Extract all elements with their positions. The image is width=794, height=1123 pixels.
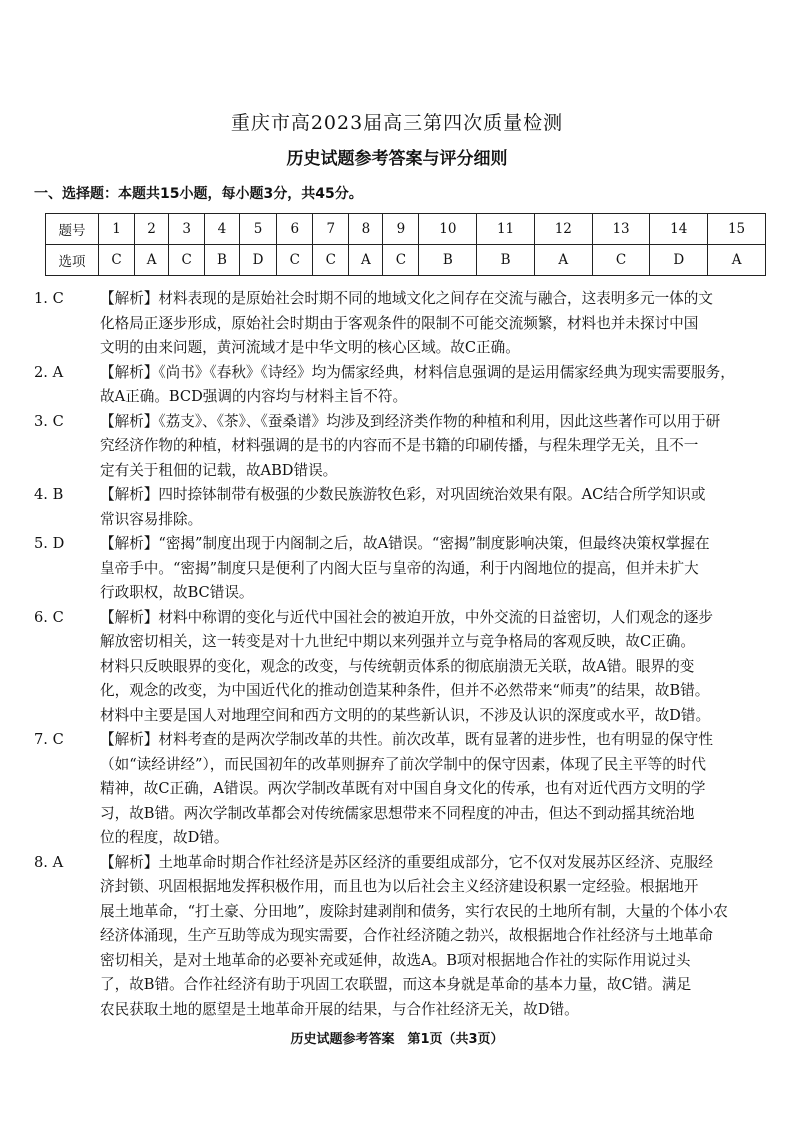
question-number: 6 xyxy=(277,214,313,245)
question-answer: 2. A xyxy=(34,363,64,381)
explanation-line: 农民获取土地的愿望是土地革命开展的结果，与合作社经济无关，故D错。 xyxy=(100,1000,579,1018)
answer-cell: C xyxy=(169,245,205,276)
explanation-line: 定有关于租佃的记载，故ABD错误。 xyxy=(100,461,338,479)
answer-table xyxy=(45,213,766,276)
explanation-line: 【解析】四时捺钵制带有极强的少数民族游牧色彩，对巩固统治效果有限。AC结合所学知识或 xyxy=(100,486,706,503)
question-answer: 1. C xyxy=(34,290,64,307)
question-number: 15 xyxy=(708,214,766,245)
question-number: 9 xyxy=(383,214,419,245)
explanation-line: 文明的由来问题，黄河流域才是中华文明的核心区域。故C正确。 xyxy=(100,339,520,356)
answer-row xyxy=(46,245,766,276)
explanation-item xyxy=(34,361,774,410)
answer-cell: A xyxy=(135,245,169,276)
explanation-line: 济封锁、巩固根据地发挥积极作用，而且也为以后社会主义经济建设积累一定经验。根据地开 xyxy=(100,878,699,895)
question-answer: 6. C xyxy=(34,608,64,626)
question-number: 4 xyxy=(205,214,240,245)
answer-cell: D xyxy=(239,245,277,276)
explanation-line: 【解析】《尚书》《春秋》《诗经》均为儒家经典，材料信息强调的是运用儒家经典为现实需要服务， xyxy=(100,363,735,381)
answer-cell: B xyxy=(205,245,240,276)
question-number: 8 xyxy=(349,214,383,245)
explanation-line: 故A正确。BCD强调的内容均与材料主旨不符。 xyxy=(100,388,408,405)
answer-cell: C xyxy=(277,245,313,276)
explanation-line: 材料中主要是国人对地理空间和西方文明的的某些新认识，不涉及认识的深度或水平，故D错。 xyxy=(100,706,711,724)
explanation-line: 【解析】材料考查的是两次学制改革的共性。前次改革，既有显著的进步性，也有明显的保守性 xyxy=(100,731,713,748)
explanation-item xyxy=(34,606,774,729)
explanation-line: 了，故B错。合作社经济有助于巩固工农联盟，而这本身就是革命的基本力量，故C错。满足 xyxy=(100,976,692,993)
page-subtitle: 历史试题参考答案与评分细则 xyxy=(286,149,508,169)
explanation-line: 化，观念的改变，为中国近代化的推动创造某种条件，但并不必然带来“师夷”的结果，故B错。 xyxy=(100,682,710,699)
explanation-line: 究经济作物的种植，材料强调的是书的内容而不是书籍的印刷传播，与程朱理学无关，且不一 xyxy=(100,437,699,454)
question-number: 14 xyxy=(650,214,708,245)
question-number: 11 xyxy=(477,214,535,245)
question-answer: 7. C xyxy=(34,731,64,748)
answer-cell: C xyxy=(313,245,349,276)
explanation-line: 【解析】《荔支》、《茶》、《蚕桑谱》均涉及到经济类作物的种植和利用，因此这些著作可以用于研 xyxy=(100,412,721,430)
question-number: 5 xyxy=(239,214,277,245)
explanation-line: 化格局正逐步形成，原始社会时期由于客观条件的限制不可能交流频繁，材料也并未探讨中国 xyxy=(100,314,699,332)
explanation-line: 【解析】材料表现的是原始社会时期不同的地域文化之间存在交流与融合，这表明多元一体的文 xyxy=(100,290,713,307)
question-number: 10 xyxy=(419,214,477,245)
answer-cell: C xyxy=(99,245,135,276)
answer-cell: B xyxy=(477,245,535,276)
explanation-line: 材料只反映眼界的变化，观念的改变，与传统朝贡体系的彻底崩溃无关联，故A错。眼界的变 xyxy=(100,657,695,675)
question-number: 13 xyxy=(592,214,650,245)
answer-cell: D xyxy=(650,245,708,276)
page-footer: 历史试题参考答案 第1页（共3页） xyxy=(290,1032,504,1047)
question-number: 12 xyxy=(534,214,592,245)
question-number: 7 xyxy=(313,214,349,245)
answer-cell: A xyxy=(349,245,383,276)
row-label: 选项 xyxy=(46,245,99,276)
explanation-line: 常识容易排除。 xyxy=(100,510,203,528)
question-number: 1 xyxy=(99,214,135,245)
section-heading: 一、选择题：本题共15小题，每小题3分，共45分。 xyxy=(34,186,363,202)
explanation-line: 位的程度，故D错。 xyxy=(100,829,229,846)
row-label: 题号 xyxy=(46,214,99,245)
explanation-line: 【解析】土地革命时期合作社经济是苏区经济的重要组成部分，它不仅对发展苏区经济、克服经 xyxy=(100,853,713,871)
answer-cell: A xyxy=(708,245,766,276)
explanation-item xyxy=(34,410,774,484)
explanation-item xyxy=(34,532,774,606)
explanation-line: （如“读经讲经”），而民国初年的改革则摒弃了前次学制中的保守因素，体现了民主平等的时代 xyxy=(100,755,706,773)
number-row xyxy=(46,214,766,245)
explanation-line: 经济体涌现，生产互助等成为现实需要，合作社经济随之勃兴，故根据地合作社经济与土地革命 xyxy=(100,927,713,944)
answer-cell: B xyxy=(419,245,477,276)
question-answer: 5. D xyxy=(34,535,65,552)
question-number: 3 xyxy=(169,214,205,245)
answer-cell: C xyxy=(592,245,650,276)
answer-cell: A xyxy=(534,245,592,276)
page-title: 重庆市高2023届高三第四次质量检测 xyxy=(230,112,564,134)
explanation-item xyxy=(34,728,774,851)
question-answer: 3. C xyxy=(34,412,64,430)
explanation-line: 行政职权，故BC错误。 xyxy=(100,584,254,601)
question-answer: 4. B xyxy=(34,486,64,503)
answer-cell: C xyxy=(383,245,419,276)
explanation-item xyxy=(34,851,774,1023)
explanation-line: 展土地革命，“打土豪、分田地”，废除封建剥削和债务，实行农民的土地所有制，大量的个体小农 xyxy=(100,902,728,920)
explanation-line: 【解析】“密揭”制度出现于内阁制之后，故A错误。“密揭”制度影响决策，但最终决策权掌握在 xyxy=(100,535,710,552)
explanation-line: 精神，故C正确，A错误。两次学制改革既有对中国自身文化的传承，也有对近代西方文明的学 xyxy=(100,780,706,797)
question-answer: 8. A xyxy=(34,853,64,871)
explanation-line: 【解析】材料中称谓的变化与近代中国社会的被迫开放，中外交流的日益密切，人们观念的逐步 xyxy=(100,608,713,626)
explanation-line: 密切相关，是对土地革命的必要补充或延伸，故选A。B项对根据地合作社的实际作用说过头 xyxy=(100,951,691,969)
explanations xyxy=(34,287,774,1022)
explanation-line: 习，故B错。两次学制改革都会对传统儒家思想带来不同程度的冲击，但达不到动摇其统治地 xyxy=(100,804,695,822)
explanation-item xyxy=(34,287,774,361)
question-number: 2 xyxy=(135,214,169,245)
explanation-item xyxy=(34,483,774,532)
explanation-line: 解放密切相关，这一转变是对十九世纪中期以来列强并立与竞争格局的客观反映，故C正确。 xyxy=(100,633,695,650)
explanation-line: 皇帝手中。“密揭”制度只是便利了内阁大臣与皇帝的沟通，利于内阁地位的提高，但并未扩大 xyxy=(100,559,699,577)
